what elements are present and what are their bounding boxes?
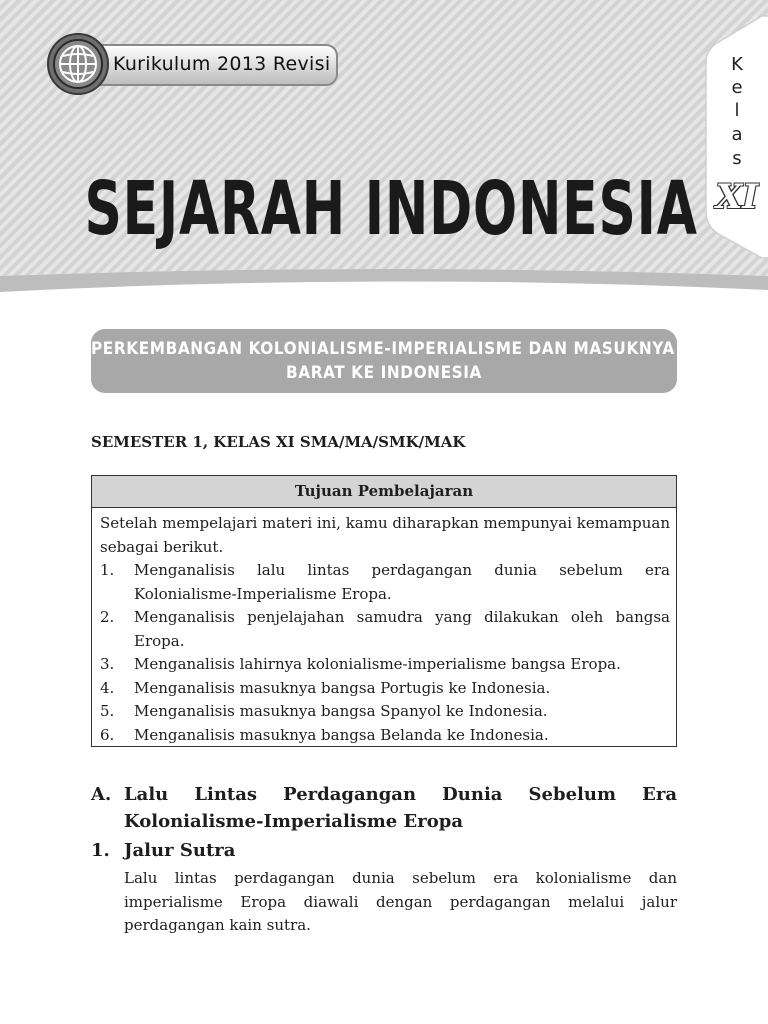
list-item-number: 4. (100, 678, 115, 697)
learning-objectives-box (91, 475, 677, 747)
list-item-text: Menganalisis masuknya bangsa Belanda ke Indonesia. (134, 725, 549, 744)
chapter-title (91, 337, 762, 385)
curriculum-label: Kurikulum 2013 Revisi (113, 53, 331, 75)
globe-icon (46, 32, 110, 96)
kelas-letter: a (731, 124, 743, 145)
objectives-heading: Tujuan Pembelajaran (294, 482, 474, 500)
kelas-letter: l (734, 100, 740, 121)
list-item (100, 700, 670, 724)
list-item (100, 606, 670, 653)
section-a-heading (91, 781, 677, 835)
list-item-text: Menganalisis masuknya bangsa Portugis ke Indonesia. (134, 678, 551, 697)
subsection-1-title: Jalur Sutra (124, 840, 236, 861)
list-item-text: Menganalisis lahirnya kolonialisme-imperialisme bangsa Eropa. (134, 655, 621, 673)
kelas-letter: K (731, 54, 743, 75)
kelas-letter: s (732, 148, 742, 169)
list-item-text: Menganalisis masuknya bangsa Spanyol ke Indonesia. (134, 702, 548, 720)
list-item-number: 1. (100, 561, 115, 579)
curriculum-badge (48, 40, 340, 90)
kelas-roman-numeral: XI (715, 177, 759, 217)
list-item-number: 3. (100, 655, 115, 673)
list-item-number: 5. (100, 702, 115, 720)
list-item (100, 724, 670, 748)
list-item-number: 6. (100, 725, 115, 744)
list-item (100, 653, 670, 677)
semester-label: SEMESTER 1, KELAS XI SMA/MA/SMK/MAK (91, 433, 466, 451)
subsection-1-heading (91, 838, 677, 864)
list-item-text: Menganalisis lalu lintas perdagangan dunia sebelum era Kolonialisme-Imperialisme Eropa. (134, 561, 670, 603)
chapter-title-line1: PERKEMBANGAN KOLONIALISME-IMPERIALISME DAN MASUKNYA BANGSA (91, 339, 762, 359)
list-item-number: 2. (100, 608, 115, 626)
list-item (100, 677, 670, 701)
section-a-title: Lalu Lintas Perdagangan Dunia Sebelum Era Kolonialisme-Imperialisme Eropa (124, 784, 677, 832)
chapter-banner (91, 329, 762, 393)
objectives-intro: Setelah mempelajari materi ini, kamu diharapkan mempunyai kemampuan sebagai berikut. (100, 514, 671, 556)
objectives-header (92, 476, 676, 508)
chapter-title-line2: BARAT KE INDONESIA (286, 363, 482, 383)
body-paragraph: Lalu lintas perdagangan dunia sebelum era kolonialisme dan imperialisme Eropa diawali dengan perdagangan melalui jalur perdagangan kain sutra. (124, 869, 677, 934)
list-item-text: Menganalisis penjelajahan samudra yang dilakukan oleh bangsa Eropa. (134, 608, 670, 650)
kelas-letter: e (731, 77, 743, 98)
header-curve (0, 264, 768, 324)
subsection-1-label: 1. (91, 840, 110, 861)
objectives-list (100, 559, 670, 747)
section-a-label: A. (91, 784, 112, 805)
list-item (100, 559, 670, 606)
book-title: SEJARAH INDONESIA (84, 166, 698, 252)
